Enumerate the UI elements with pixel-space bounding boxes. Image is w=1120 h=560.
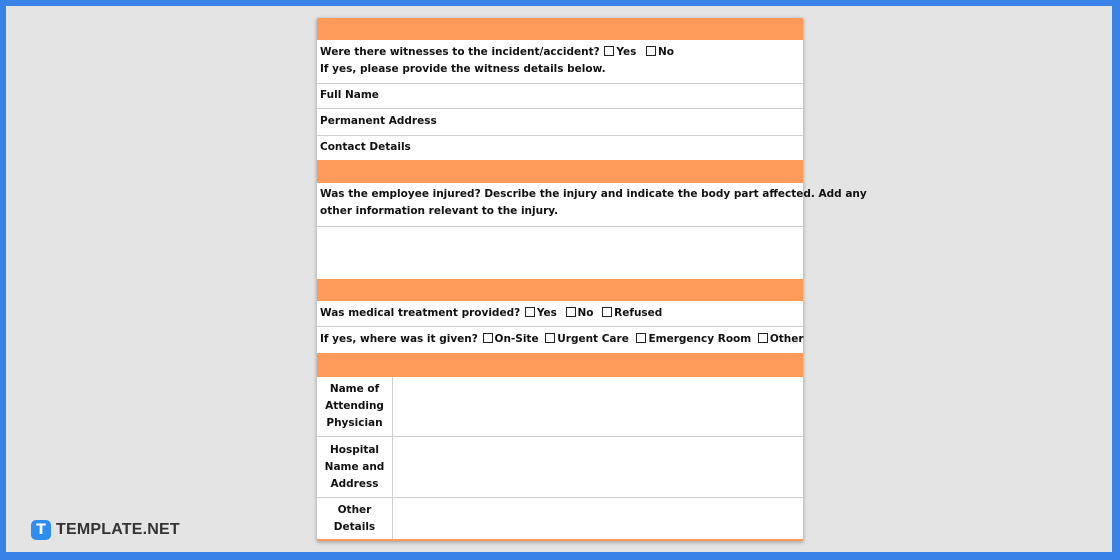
treatment-yes-label: Yes [536,307,557,319]
witness-note: If yes, please provide the witness details below. [320,63,606,75]
physician-name-field[interactable] [393,377,803,436]
emergency-room-checkbox[interactable] [636,333,646,343]
urgent-care-checkbox[interactable] [545,333,555,343]
treatment-yes-checkbox[interactable] [525,307,535,317]
hospital-name-address-field[interactable] [393,437,803,497]
contact-details-label: Contact Details [320,141,411,153]
witness-yes-checkbox[interactable] [604,46,614,56]
template-net-logo[interactable] [31,519,180,541]
template-logo-icon: T [31,520,51,540]
hospital-name-address-label: Hospital Name and Address [317,437,393,497]
treatment-question-row [317,301,803,327]
witness-question [320,44,799,61]
emergency-room-label: Emergency Room [648,333,752,345]
section-header-bar [317,160,803,183]
treatment-question [320,305,799,322]
onsite-label: On-Site [494,333,539,345]
injury-question-line2: other information relevant to the injury. [320,205,559,217]
other-location-checkbox[interactable] [758,333,768,343]
other-details-field[interactable] [393,498,803,539]
permanent-address-label: Permanent Address [320,115,437,127]
table-row [317,377,803,437]
full-name-label: Full Name [320,89,379,101]
section-header-bar [317,18,803,40]
physician-name-label: Name of Attending Physician [317,377,393,436]
treatment-refused-label: Refused [614,307,663,319]
witness-question-text: Were there witnesses to the incident/accident? [320,46,600,58]
witness-question-row [317,40,803,84]
incident-report-page [317,18,867,541]
permanent-address-row[interactable] [317,109,803,136]
full-name-row[interactable] [317,84,803,109]
treatment-no-label: No [577,307,594,319]
table-row [317,437,803,498]
section-header-bar [317,353,803,377]
table-row [317,498,803,541]
other-details-label: Other Details [317,498,393,539]
contact-details-row[interactable] [317,136,803,160]
treatment-location-text: If yes, where was it given? [320,333,478,345]
other-location-label: Other [769,333,804,345]
template-logo-text: TEMPLATE.NET [56,521,180,538]
witness-no-label: No [658,46,675,58]
witness-no-checkbox[interactable] [646,46,656,56]
injury-question-row [317,183,867,227]
treatment-question-text: Was medical treatment provided? [320,307,521,319]
treatment-location-row [317,327,803,353]
treatment-refused-checkbox[interactable] [602,307,612,317]
treatment-location-question [320,331,804,348]
section-header-bar [317,279,803,301]
witness-yes-label: Yes [616,46,637,58]
treatment-no-checkbox[interactable] [566,307,576,317]
injury-question-line1: Was the employee injured? Describe the injury and indicate the body part affected. Add any [320,188,867,200]
onsite-checkbox[interactable] [483,333,493,343]
urgent-care-label: Urgent Care [557,333,629,345]
injury-answer-area[interactable] [317,227,803,279]
